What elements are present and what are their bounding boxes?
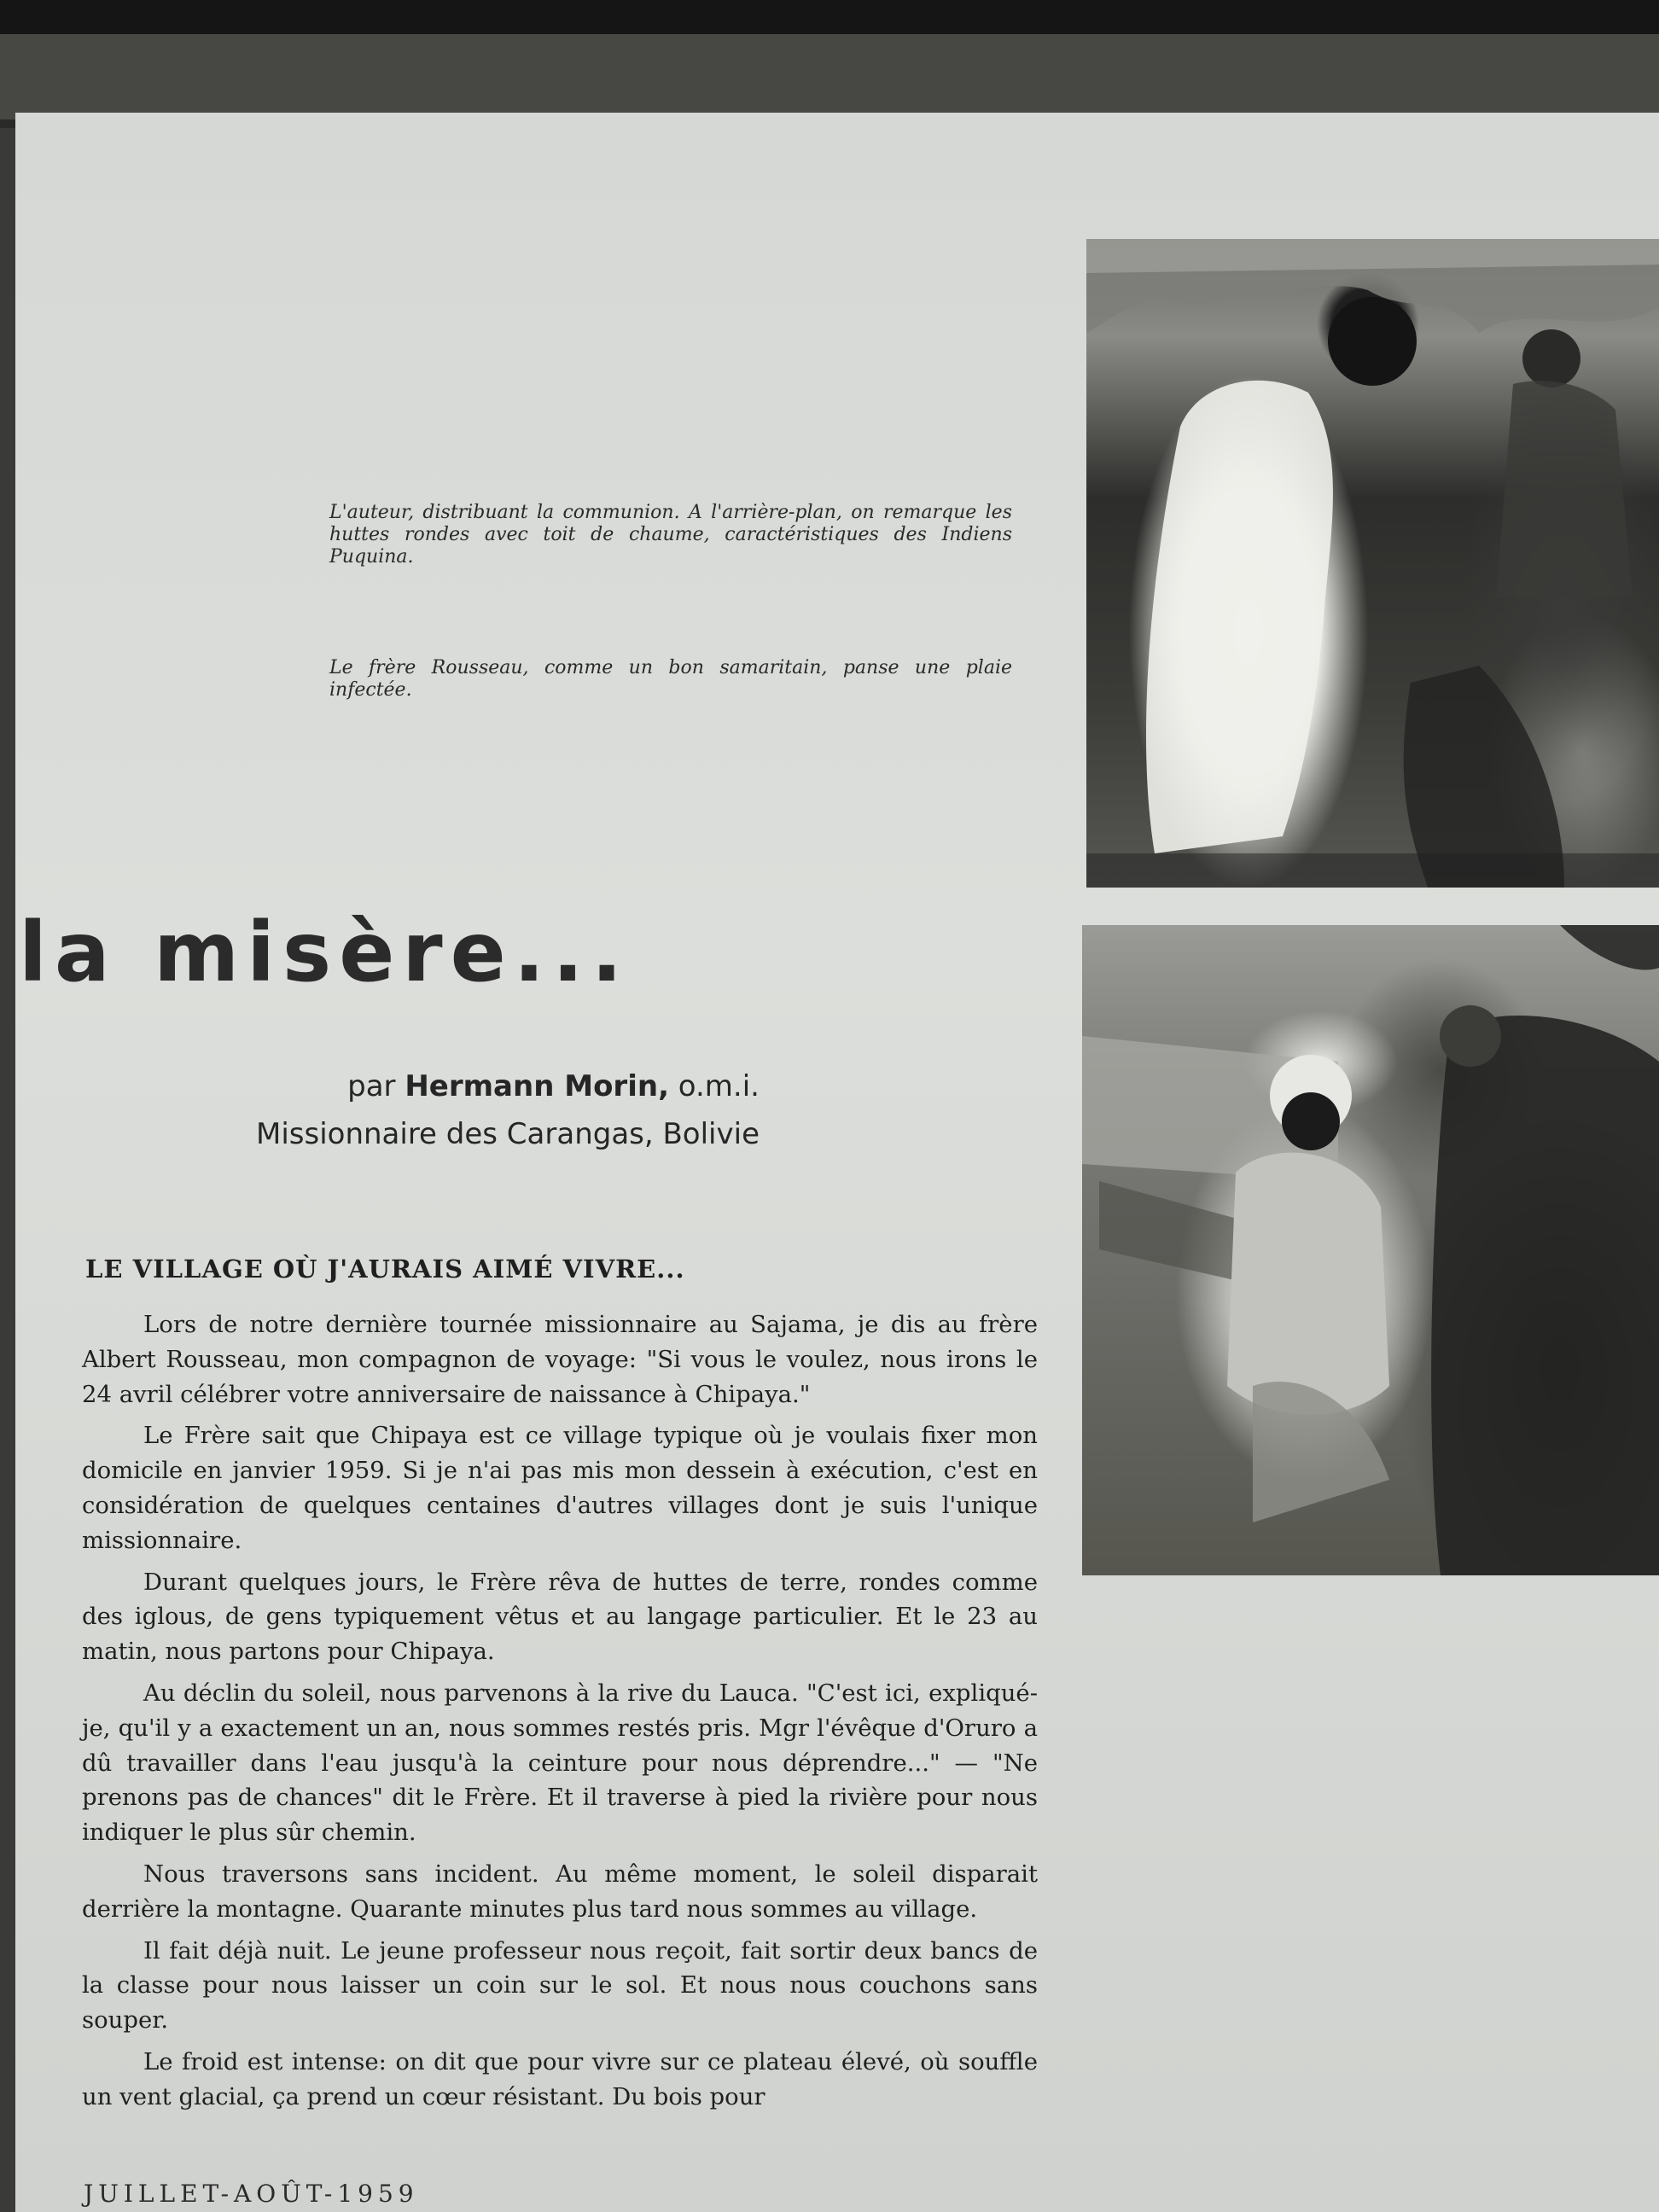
byline-role: Missionnaire des Carangas, Bolivie xyxy=(255,1117,760,1151)
paragraph: Lors de notre dernière tournée missionnaire au Sajama, je dis au frère Albert Rousseau, mon compagnon de voyage: "Si vous le voulez, nous irons le 24 avril célébrer votre anniversaire de naissance à Chipaya." xyxy=(82,1311,1038,1408)
photo-communion xyxy=(1086,239,1659,888)
article-body xyxy=(82,1307,1038,2122)
paragraph: Durant quelques jours, le Frère rêva de huttes de terre, rondes comme des iglous, de gens typiquement vêtus et au langage particulier. Et le 23 au matin, nous partons pour Chipaya. xyxy=(82,1568,1038,1666)
photo-rousseau xyxy=(1082,925,1659,1575)
paragraph: Le Frère sait que Chipaya est ce village typique où je voulais fixer mon domicile en janvier 1959. Si je n'ai pas mis mon dessein à exécution, c'est en considération de quelques centaines d'autres villages dont je suis l'unique missionnaire. xyxy=(82,1422,1038,1554)
section-heading: LE VILLAGE OÙ J'AURAIS AIMÉ VIVRE... xyxy=(85,1254,685,1284)
byline xyxy=(102,1062,760,1158)
photo-caption-rousseau: Le frère Rousseau, comme un bon samaritain, panse une plaie infectée. xyxy=(329,657,1012,701)
scan-top-border xyxy=(0,0,1659,34)
paragraph: Le froid est intense: on dit que pour vivre sur ce plateau élevé, où souffle un vent glacial, ça prend un cœur résistant. Du bois pour xyxy=(82,2047,1038,2110)
byline-author-line xyxy=(102,1062,760,1110)
byline-author: Hermann Morin, xyxy=(405,1069,669,1103)
byline-order: o.m.i. xyxy=(678,1069,760,1103)
article-title: la misère... xyxy=(19,905,631,1000)
scan-left-edge xyxy=(0,128,15,2212)
issue-date-footer: JUILLET-AOÛT-1959 xyxy=(84,2180,419,2208)
byline-prefix: par xyxy=(347,1069,396,1103)
scan-background xyxy=(0,34,1659,119)
paragraph: Il fait déjà nuit. Le jeune professeur nous reçoit, fait sortir deux bancs de la classe pour nous laisser un coin sur le sol. Et nous nous couchons sans souper. xyxy=(82,1936,1038,2034)
paragraph: Nous traversons sans incident. Au même moment, le soleil disparait derrière la montagne. Quarante minutes plus tard nous sommes au village. xyxy=(82,1860,1038,1923)
photo-caption-communion: L'auteur, distribuant la communion. A l'arrière-plan, on remarque les huttes rondes avec toit de chaume, caractéristiques des Indiens Puquina. xyxy=(329,502,1012,568)
paragraph: Au déclin du soleil, nous parvenons à la rive du Lauca. "C'est ici, expliqué-je, qu'il y a exactement un an, nous sommes restés pris. Mgr l'évêque d'Oruro a dû travailler dans l'eau jusqu'à la ceinture pour nous déprendre..." — "Ne prenons pas de chances" dit le Frère. Et il traverse à pied la rivière pour nous indiquer le plus sûr chemin. xyxy=(82,1679,1038,1847)
